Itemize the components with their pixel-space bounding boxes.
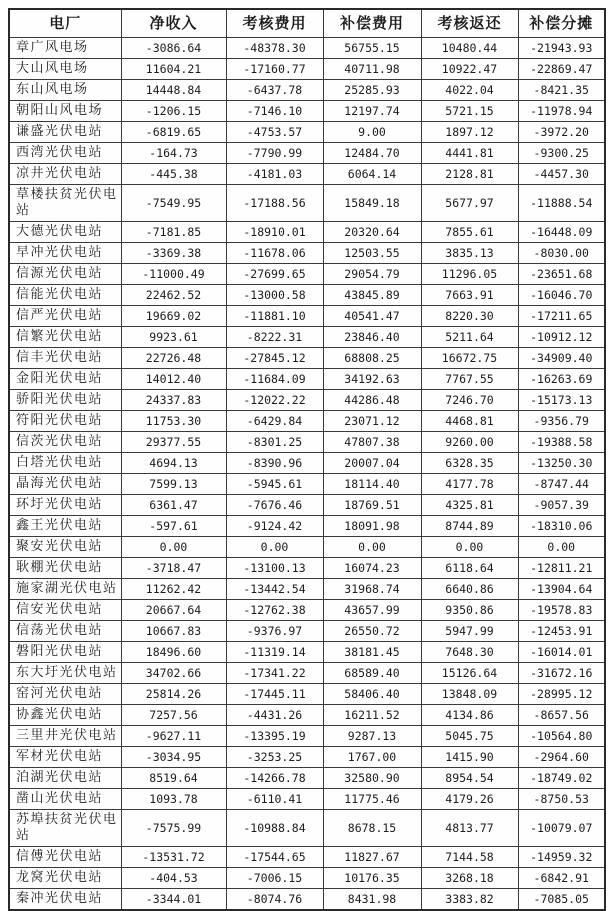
plant-name-cell: 金阳光伏电站 [9,369,121,390]
table-row [9,621,605,642]
value-cell: 11753.30 [121,411,226,432]
value-cell: -4181.03 [226,164,323,185]
value-cell: -6110.41 [226,789,323,810]
plant-name-cell: 信荡光伏电站 [9,621,121,642]
value-cell: 4134.86 [421,705,518,726]
value-cell: -10564.80 [518,726,605,747]
table-row [9,600,605,621]
value-cell: 14448.84 [121,80,226,101]
value-cell: -14959.32 [518,847,605,868]
value-cell: -31672.16 [518,663,605,684]
value-cell: 25285.93 [323,80,421,101]
plant-name-cell: 信源光伏电站 [9,264,121,285]
value-cell: 18769.51 [323,495,421,516]
value-cell: -6437.78 [226,80,323,101]
value-cell: 20007.04 [323,453,421,474]
value-cell: 0.00 [323,537,421,558]
value-cell: -17211.65 [518,306,605,327]
value-cell: -9356.79 [518,411,605,432]
value-cell: -7575.99 [121,810,226,847]
plant-name-cell: 秦冲光伏电站 [9,889,121,911]
table-body [9,38,605,911]
value-cell: -4753.57 [226,122,323,143]
value-cell: 58406.40 [323,684,421,705]
table-row [9,642,605,663]
plant-name-cell: 三里井光伏电站 [9,726,121,747]
value-cell: -445.38 [121,164,226,185]
column-header-compensation-share: 补偿分摊 [518,9,605,38]
value-cell: 4441.81 [421,143,518,164]
value-cell: 44286.48 [323,390,421,411]
table-row [9,789,605,810]
value-cell: -7085.05 [518,889,605,911]
table-row [9,889,605,911]
value-cell: -13442.54 [226,579,323,600]
value-cell: 2128.81 [421,164,518,185]
table-row [9,264,605,285]
value-cell: -3718.47 [121,558,226,579]
value-cell: 9287.13 [323,726,421,747]
value-cell: 1093.78 [121,789,226,810]
column-header-assessment-fee: 考核费用 [226,9,323,38]
value-cell: -11000.49 [121,264,226,285]
value-cell: 7144.58 [421,847,518,868]
column-header-assessment-return: 考核返还 [421,9,518,38]
table-row [9,663,605,684]
value-cell: -17445.11 [226,684,323,705]
plant-name-cell: 信安光伏电站 [9,600,121,621]
value-cell: -164.73 [121,143,226,164]
table-row [9,164,605,185]
plant-name-cell: 朝阳山风电场 [9,101,121,122]
value-cell: 11296.05 [421,264,518,285]
value-cell: 9.00 [323,122,421,143]
value-cell: 29054.79 [323,264,421,285]
plant-name-cell: 信丰光伏电站 [9,348,121,369]
table-row [9,222,605,243]
plant-name-cell: 龙窝光伏电站 [9,868,121,889]
plant-name-cell: 大德光伏电站 [9,222,121,243]
plant-name-cell: 白塔光伏电站 [9,453,121,474]
table-row [9,768,605,789]
value-cell: 16672.75 [421,348,518,369]
column-header-compensation-fee: 补偿费用 [323,9,421,38]
value-cell: 5721.15 [421,101,518,122]
value-cell: 32580.90 [323,768,421,789]
value-cell: -10912.12 [518,327,605,348]
value-cell: -8390.96 [226,453,323,474]
plant-name-cell: 凿山光伏电站 [9,789,121,810]
value-cell: 11262.42 [121,579,226,600]
value-cell: -6842.91 [518,868,605,889]
value-cell: -13000.58 [226,285,323,306]
value-cell: 0.00 [421,537,518,558]
value-cell: -7549.95 [121,185,226,222]
value-cell: -19388.58 [518,432,605,453]
table-row [9,306,605,327]
plant-name-cell: 苏埠扶贫光伏电站 [9,810,121,847]
value-cell: 25814.26 [121,684,226,705]
value-cell: 7648.30 [421,642,518,663]
plant-name-cell: 协鑫光伏电站 [9,705,121,726]
plant-name-cell: 泊湖光伏电站 [9,768,121,789]
value-cell: -8301.25 [226,432,323,453]
header-row [9,9,605,38]
value-cell: -34909.40 [518,348,605,369]
table-row [9,474,605,495]
value-cell: 4694.13 [121,453,226,474]
value-cell: 0.00 [121,537,226,558]
value-cell: 9923.61 [121,327,226,348]
value-cell: -18910.01 [226,222,323,243]
value-cell: -13100.13 [226,558,323,579]
table-row [9,726,605,747]
value-cell: 5677.97 [421,185,518,222]
value-cell: -15173.13 [518,390,605,411]
value-cell: 40541.47 [323,306,421,327]
value-cell: 4325.81 [421,495,518,516]
value-cell: 68808.25 [323,348,421,369]
plant-name-cell: 施家湖光伏电站 [9,579,121,600]
value-cell: 20320.64 [323,222,421,243]
value-cell: 19669.02 [121,306,226,327]
value-cell: -7790.99 [226,143,323,164]
plant-name-cell: 聚安光伏电站 [9,537,121,558]
plant-name-cell: 谦盛光伏电站 [9,122,121,143]
table-row [9,747,605,768]
value-cell: -9627.11 [121,726,226,747]
value-cell: -9057.39 [518,495,605,516]
value-cell: 1767.00 [323,747,421,768]
value-cell: -27699.65 [226,264,323,285]
value-cell: 8744.89 [421,516,518,537]
plant-name-cell: 窑河光伏电站 [9,684,121,705]
value-cell: -16448.09 [518,222,605,243]
value-cell: 34192.63 [323,369,421,390]
value-cell: -12022.22 [226,390,323,411]
table-row [9,868,605,889]
value-cell: 0.00 [518,537,605,558]
table-row [9,810,605,847]
value-cell: 8431.98 [323,889,421,911]
table-row [9,705,605,726]
table-row [9,847,605,868]
value-cell: 22726.48 [121,348,226,369]
value-cell: -8222.31 [226,327,323,348]
value-cell: -48378.30 [226,38,323,59]
value-cell: -9300.25 [518,143,605,164]
plant-name-cell: 骄阳光伏电站 [9,390,121,411]
value-cell: 14012.40 [121,369,226,390]
value-cell: -17341.22 [226,663,323,684]
value-cell: -11684.09 [226,369,323,390]
value-cell: -10079.07 [518,810,605,847]
value-cell: 23071.12 [323,411,421,432]
plant-name-cell: 晶海光伏电站 [9,474,121,495]
table-row [9,411,605,432]
value-cell: 12197.74 [323,101,421,122]
value-cell: -10988.84 [226,810,323,847]
plant-name-cell: 草楼扶贫光伏电站 [9,185,121,222]
value-cell: -18310.06 [518,516,605,537]
value-cell: 40711.98 [323,59,421,80]
settlement-table [8,8,606,911]
value-cell: 5045.75 [421,726,518,747]
value-cell: -6429.84 [226,411,323,432]
value-cell: -11678.06 [226,243,323,264]
value-cell: 10667.83 [121,621,226,642]
value-cell: -16046.70 [518,285,605,306]
value-cell: 9260.00 [421,432,518,453]
value-cell: -21943.93 [518,38,605,59]
value-cell: -5945.61 [226,474,323,495]
value-cell: -8750.53 [518,789,605,810]
plant-name-cell: 耿棚光伏电站 [9,558,121,579]
value-cell: -8030.00 [518,243,605,264]
column-header-net-income: 净收入 [121,9,226,38]
plant-name-cell: 东大圩光伏电站 [9,663,121,684]
value-cell: 16211.52 [323,705,421,726]
value-cell: -3369.38 [121,243,226,264]
value-cell: 8954.54 [421,768,518,789]
value-cell: -22869.47 [518,59,605,80]
value-cell: -11888.54 [518,185,605,222]
value-cell: 11827.67 [323,847,421,868]
value-cell: -7676.46 [226,495,323,516]
plant-name-cell: 军材光伏电站 [9,747,121,768]
value-cell: -8074.76 [226,889,323,911]
value-cell: -9376.97 [226,621,323,642]
value-cell: 1415.90 [421,747,518,768]
value-cell: 23846.40 [323,327,421,348]
table-row [9,59,605,80]
table-row [9,516,605,537]
value-cell: 47807.38 [323,432,421,453]
value-cell: -18749.02 [518,768,605,789]
value-cell: 4468.81 [421,411,518,432]
plant-name-cell: 凉井光伏电站 [9,164,121,185]
value-cell: 34702.66 [121,663,226,684]
value-cell: 12484.70 [323,143,421,164]
table-row [9,537,605,558]
value-cell: 9350.86 [421,600,518,621]
table-row [9,432,605,453]
value-cell: 68589.40 [323,663,421,684]
value-cell: 18114.40 [323,474,421,495]
value-cell: -3972.20 [518,122,605,143]
value-cell: -9124.42 [226,516,323,537]
value-cell: -4457.30 [518,164,605,185]
value-cell: 10176.35 [323,868,421,889]
value-cell: -8421.35 [518,80,605,101]
value-cell: -597.61 [121,516,226,537]
table-row [9,495,605,516]
value-cell: 13848.09 [421,684,518,705]
value-cell: 6361.47 [121,495,226,516]
value-cell: 3383.82 [421,889,518,911]
plant-name-cell: 信繁光伏电站 [9,327,121,348]
value-cell: -7006.15 [226,868,323,889]
plant-name-cell: 西湾光伏电站 [9,143,121,164]
value-cell: -3253.25 [226,747,323,768]
value-cell: -11319.14 [226,642,323,663]
value-cell: 7767.55 [421,369,518,390]
value-cell: -404.53 [121,868,226,889]
value-cell: -23651.68 [518,264,605,285]
plant-name-cell: 早冲光伏电站 [9,243,121,264]
value-cell: -17188.56 [226,185,323,222]
value-cell: -12453.91 [518,621,605,642]
table-row [9,185,605,222]
value-cell: 22462.52 [121,285,226,306]
table-row [9,38,605,59]
value-cell: -16014.01 [518,642,605,663]
value-cell: 43845.89 [323,285,421,306]
table-row [9,101,605,122]
value-cell: 4022.04 [421,80,518,101]
table-header [9,9,605,38]
value-cell: -13395.19 [226,726,323,747]
value-cell: -11978.94 [518,101,605,122]
value-cell: -3034.95 [121,747,226,768]
value-cell: -13904.64 [518,579,605,600]
plant-name-cell: 信能光伏电站 [9,285,121,306]
value-cell: -12811.21 [518,558,605,579]
value-cell: -2964.60 [518,747,605,768]
value-cell: 10480.44 [421,38,518,59]
value-cell: 6064.14 [323,164,421,185]
value-cell: 7257.56 [121,705,226,726]
value-cell: -7146.10 [226,101,323,122]
table-row [9,390,605,411]
value-cell: 31968.74 [323,579,421,600]
value-cell: 0.00 [226,537,323,558]
value-cell: -3344.01 [121,889,226,911]
value-cell: 38181.45 [323,642,421,663]
value-cell: -12762.38 [226,600,323,621]
plant-name-cell: 磐阳光伏电站 [9,642,121,663]
value-cell: 5211.64 [421,327,518,348]
value-cell: -8747.44 [518,474,605,495]
value-cell: -6819.65 [121,122,226,143]
value-cell: -27845.12 [226,348,323,369]
table-row [9,243,605,264]
value-cell: 29377.55 [121,432,226,453]
value-cell: 4177.78 [421,474,518,495]
value-cell: 4813.77 [421,810,518,847]
value-cell: 8220.30 [421,306,518,327]
value-cell: 6328.35 [421,453,518,474]
value-cell: -13531.72 [121,847,226,868]
plant-name-cell: 东山风电场 [9,80,121,101]
value-cell: 6118.64 [421,558,518,579]
value-cell: 18091.98 [323,516,421,537]
value-cell: 8519.64 [121,768,226,789]
value-cell: 5947.99 [421,621,518,642]
plant-name-cell: 鑫王光伏电站 [9,516,121,537]
value-cell: 56755.15 [323,38,421,59]
table-row [9,122,605,143]
value-cell: 20667.64 [121,600,226,621]
value-cell: -11881.10 [226,306,323,327]
value-cell: 8678.15 [323,810,421,847]
table-row [9,684,605,705]
value-cell: 7663.91 [421,285,518,306]
table-row [9,369,605,390]
value-cell: 15849.18 [323,185,421,222]
value-cell: 3835.13 [421,243,518,264]
value-cell: 7246.70 [421,390,518,411]
plant-name-cell: 章广风电场 [9,38,121,59]
value-cell: 26550.72 [323,621,421,642]
value-cell: 24337.83 [121,390,226,411]
value-cell: -4431.26 [226,705,323,726]
table-row [9,558,605,579]
value-cell: -28995.12 [518,684,605,705]
value-cell: -16263.69 [518,369,605,390]
value-cell: 11775.46 [323,789,421,810]
plant-name-cell: 大山风电场 [9,59,121,80]
table-row [9,285,605,306]
value-cell: -3086.64 [121,38,226,59]
value-cell: -14266.78 [226,768,323,789]
plant-name-cell: 符阳光伏电站 [9,411,121,432]
table-row [9,327,605,348]
value-cell: 3268.18 [421,868,518,889]
value-cell: 11604.21 [121,59,226,80]
value-cell: 15126.64 [421,663,518,684]
value-cell: 18496.60 [121,642,226,663]
value-cell: -13250.30 [518,453,605,474]
value-cell: 16074.23 [323,558,421,579]
plant-name-cell: 信傅光伏电站 [9,847,121,868]
column-header-plant: 电厂 [9,9,121,38]
table-row [9,453,605,474]
value-cell: 12503.55 [323,243,421,264]
value-cell: 6640.86 [421,579,518,600]
value-cell: -17160.77 [226,59,323,80]
value-cell: -7181.85 [121,222,226,243]
table-row [9,143,605,164]
table-row [9,80,605,101]
value-cell: 7855.61 [421,222,518,243]
value-cell: -17544.65 [226,847,323,868]
value-cell: 1897.12 [421,122,518,143]
value-cell: 43657.99 [323,600,421,621]
value-cell: 4179.26 [421,789,518,810]
plant-name-cell: 信严光伏电站 [9,306,121,327]
value-cell: 10922.47 [421,59,518,80]
value-cell: -8657.56 [518,705,605,726]
value-cell: -1206.15 [121,101,226,122]
table-row [9,348,605,369]
value-cell: -19578.83 [518,600,605,621]
value-cell: 7599.13 [121,474,226,495]
plant-name-cell: 环圩光伏电站 [9,495,121,516]
plant-name-cell: 信茨光伏电站 [9,432,121,453]
table-row [9,579,605,600]
